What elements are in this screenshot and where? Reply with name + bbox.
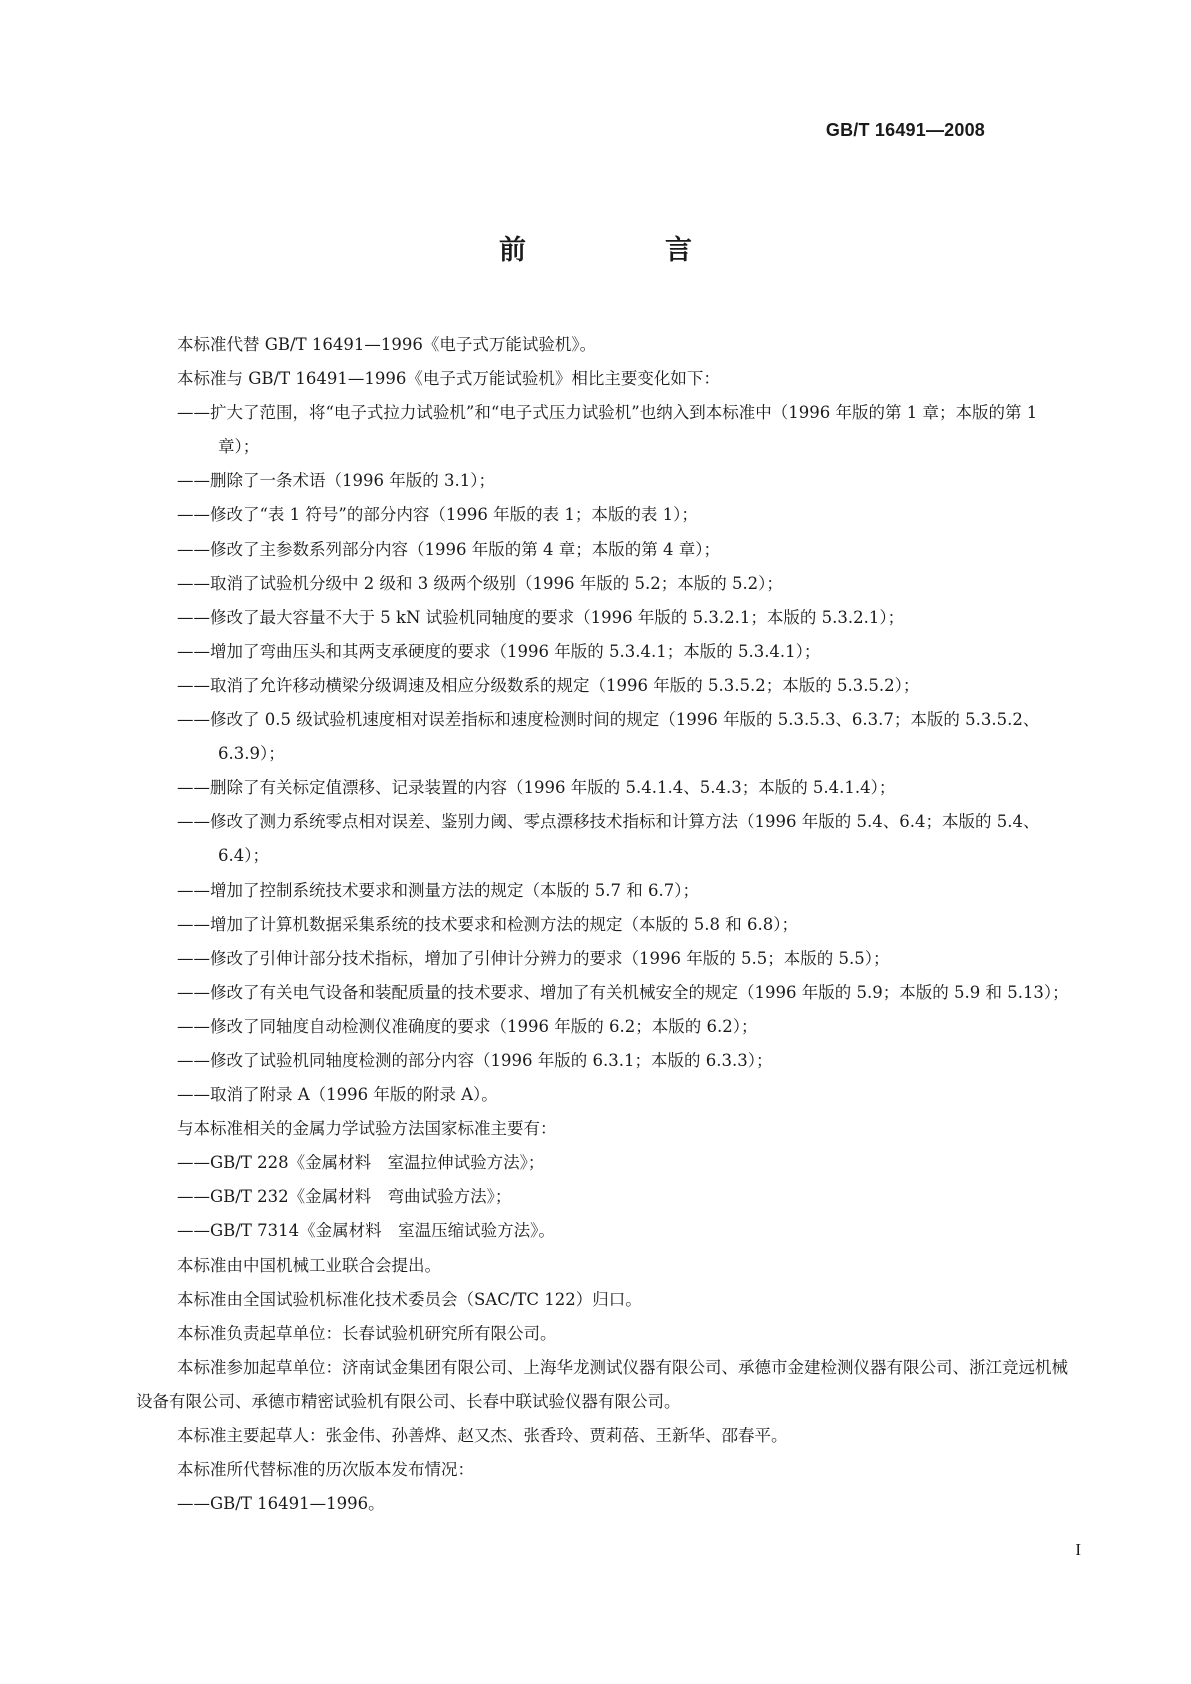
change-list-item: ——增加了弯曲压头和其两支承硬度的要求（1996 年版的 5.3.4.1；本版的 5.3.4.1）； <box>177 641 821 661</box>
change-list-item: ——修改了试验机同轴度检测的部分内容（1996 年版的 6.3.1；本版的 6.3.3）； <box>177 1050 773 1070</box>
paragraph: 本标准与 GB/T 16491—1996《电子式万能试验机》相比主要变化如下： <box>177 369 720 389</box>
change-list-item: ——修改了测力系统零点相对误差、鉴别力阈、零点漂移技术指标和计算方法（1996 年版的 5.4、6.4；本版的 5.4、6.4）； <box>177 812 1040 866</box>
change-list-item: ——修改了 0.5 级试验机速度相对误差指标和速度检测时间的规定（1996 年版的 5.3.5.3、6.3.7；本版的 5.3.5.2、6.3.9）； <box>177 710 1040 764</box>
change-list-item: ——修改了同轴度自动检测仪准确度的要求（1996 年版的 6.2；本版的 6.2）； <box>177 1016 758 1036</box>
change-list-item: ——修改了最大容量不大于 5 kN 试验机同轴度的要求（1996 年版的 5.3.2.1；本版的 5.3.2.1）； <box>177 607 905 627</box>
change-list-item: ——修改了引伸计部分技术指标，增加了引伸计分辨力的要求（1996 年版的 5.5；本版的 5.5）； <box>177 948 890 968</box>
change-list-item: ——删除了一条术语（1996 年版的 3.1）； <box>177 471 495 491</box>
document-body <box>136 328 1071 1521</box>
related-standard-item: ——GB/T 232《金属材料 弯曲试验方法》； <box>177 1187 512 1207</box>
history-list-item: ——GB/T 16491—1996。 <box>177 1494 385 1514</box>
paragraph: 本标准由中国机械工业联合会提出。 <box>177 1255 441 1275</box>
change-list-item: ——取消了试验机分级中 2 级和 3 级两个级别（1996 年版的 5.2；本版的 5.2）； <box>177 573 783 593</box>
change-list-item: ——增加了计算机数据采集系统的技术要求和检测方法的规定（本版的 5.8 和 6.8）； <box>177 914 798 934</box>
related-standard-item: ——GB/T 7314《金属材料 室温压缩试验方法》。 <box>177 1221 555 1241</box>
paragraph: 本标准主要起草人：张金伟、孙善烨、赵又杰、张香玲、贾莉蓓、王新华、邵春平。 <box>177 1426 788 1445</box>
standard-code: GB/T 16491—2008 <box>825 120 985 140</box>
paragraph: 本标准所代替标准的历次版本发布情况： <box>177 1460 474 1480</box>
page-title: 前 言 <box>499 235 748 266</box>
change-list-item: ——修改了主参数系列部分内容（1996 年版的第 4 章；本版的第 4 章）； <box>177 539 720 559</box>
change-list-item: ——修改了有关电气设备和装配质量的技术要求、增加了有关机械安全的规定（1996 年版的 5.9；本版的 5.9 和 5.13）； <box>177 982 1069 1002</box>
change-list-item: ——取消了允许移动横梁分级调速及相应分级数系的规定（1996 年版的 5.3.5.2；本版的 5.3.5.2）； <box>177 675 920 695</box>
paragraph: 与本标准相关的金属力学试验方法国家标准主要有： <box>177 1119 557 1139</box>
paragraph: 本标准参加起草单位：济南试金集团有限公司、上海华龙测试仪器有限公司、承德市金建检测仪器有限公司、浙江竞远机械设备有限公司、承德市精密试验机有限公司、长春中联试验仪器有限公司。 <box>136 1357 1068 1411</box>
change-list-item: ——增加了控制系统技术要求和测量方法的规定（本版的 5.7 和 6.7）； <box>177 880 699 900</box>
paragraph: 本标准负责起草单位：长春试验机研究所有限公司。 <box>177 1323 557 1343</box>
paragraph: 本标准由全国试验机标准化技术委员会（SAC/TC 122）归口。 <box>177 1289 642 1309</box>
change-list-item: ——扩大了范围，将“电子式拉力试验机”和“电子式压力试验机”也纳入到本标准中（1996 年版的第 1 章；本版的第 1 章）； <box>177 403 1038 457</box>
page-number: I <box>1075 1540 1081 1559</box>
change-list-item: ——修改了“表 1 符号”的部分内容（1996 年版的表 1；本版的表 1）； <box>177 505 698 525</box>
related-standard-item: ——GB/T 228《金属材料 室温拉伸试验方法》； <box>177 1153 545 1173</box>
change-list-item: ——删除了有关标定值漂移、记录装置的内容（1996 年版的 5.4.1.4、5.4.3；本版的 5.4.1.4）； <box>177 778 896 798</box>
paragraph: 本标准代替 GB/T 16491—1996《电子式万能试验机》。 <box>177 335 597 354</box>
change-list-item: ——取消了附录 A（1996 年版的附录 A）。 <box>177 1085 498 1105</box>
